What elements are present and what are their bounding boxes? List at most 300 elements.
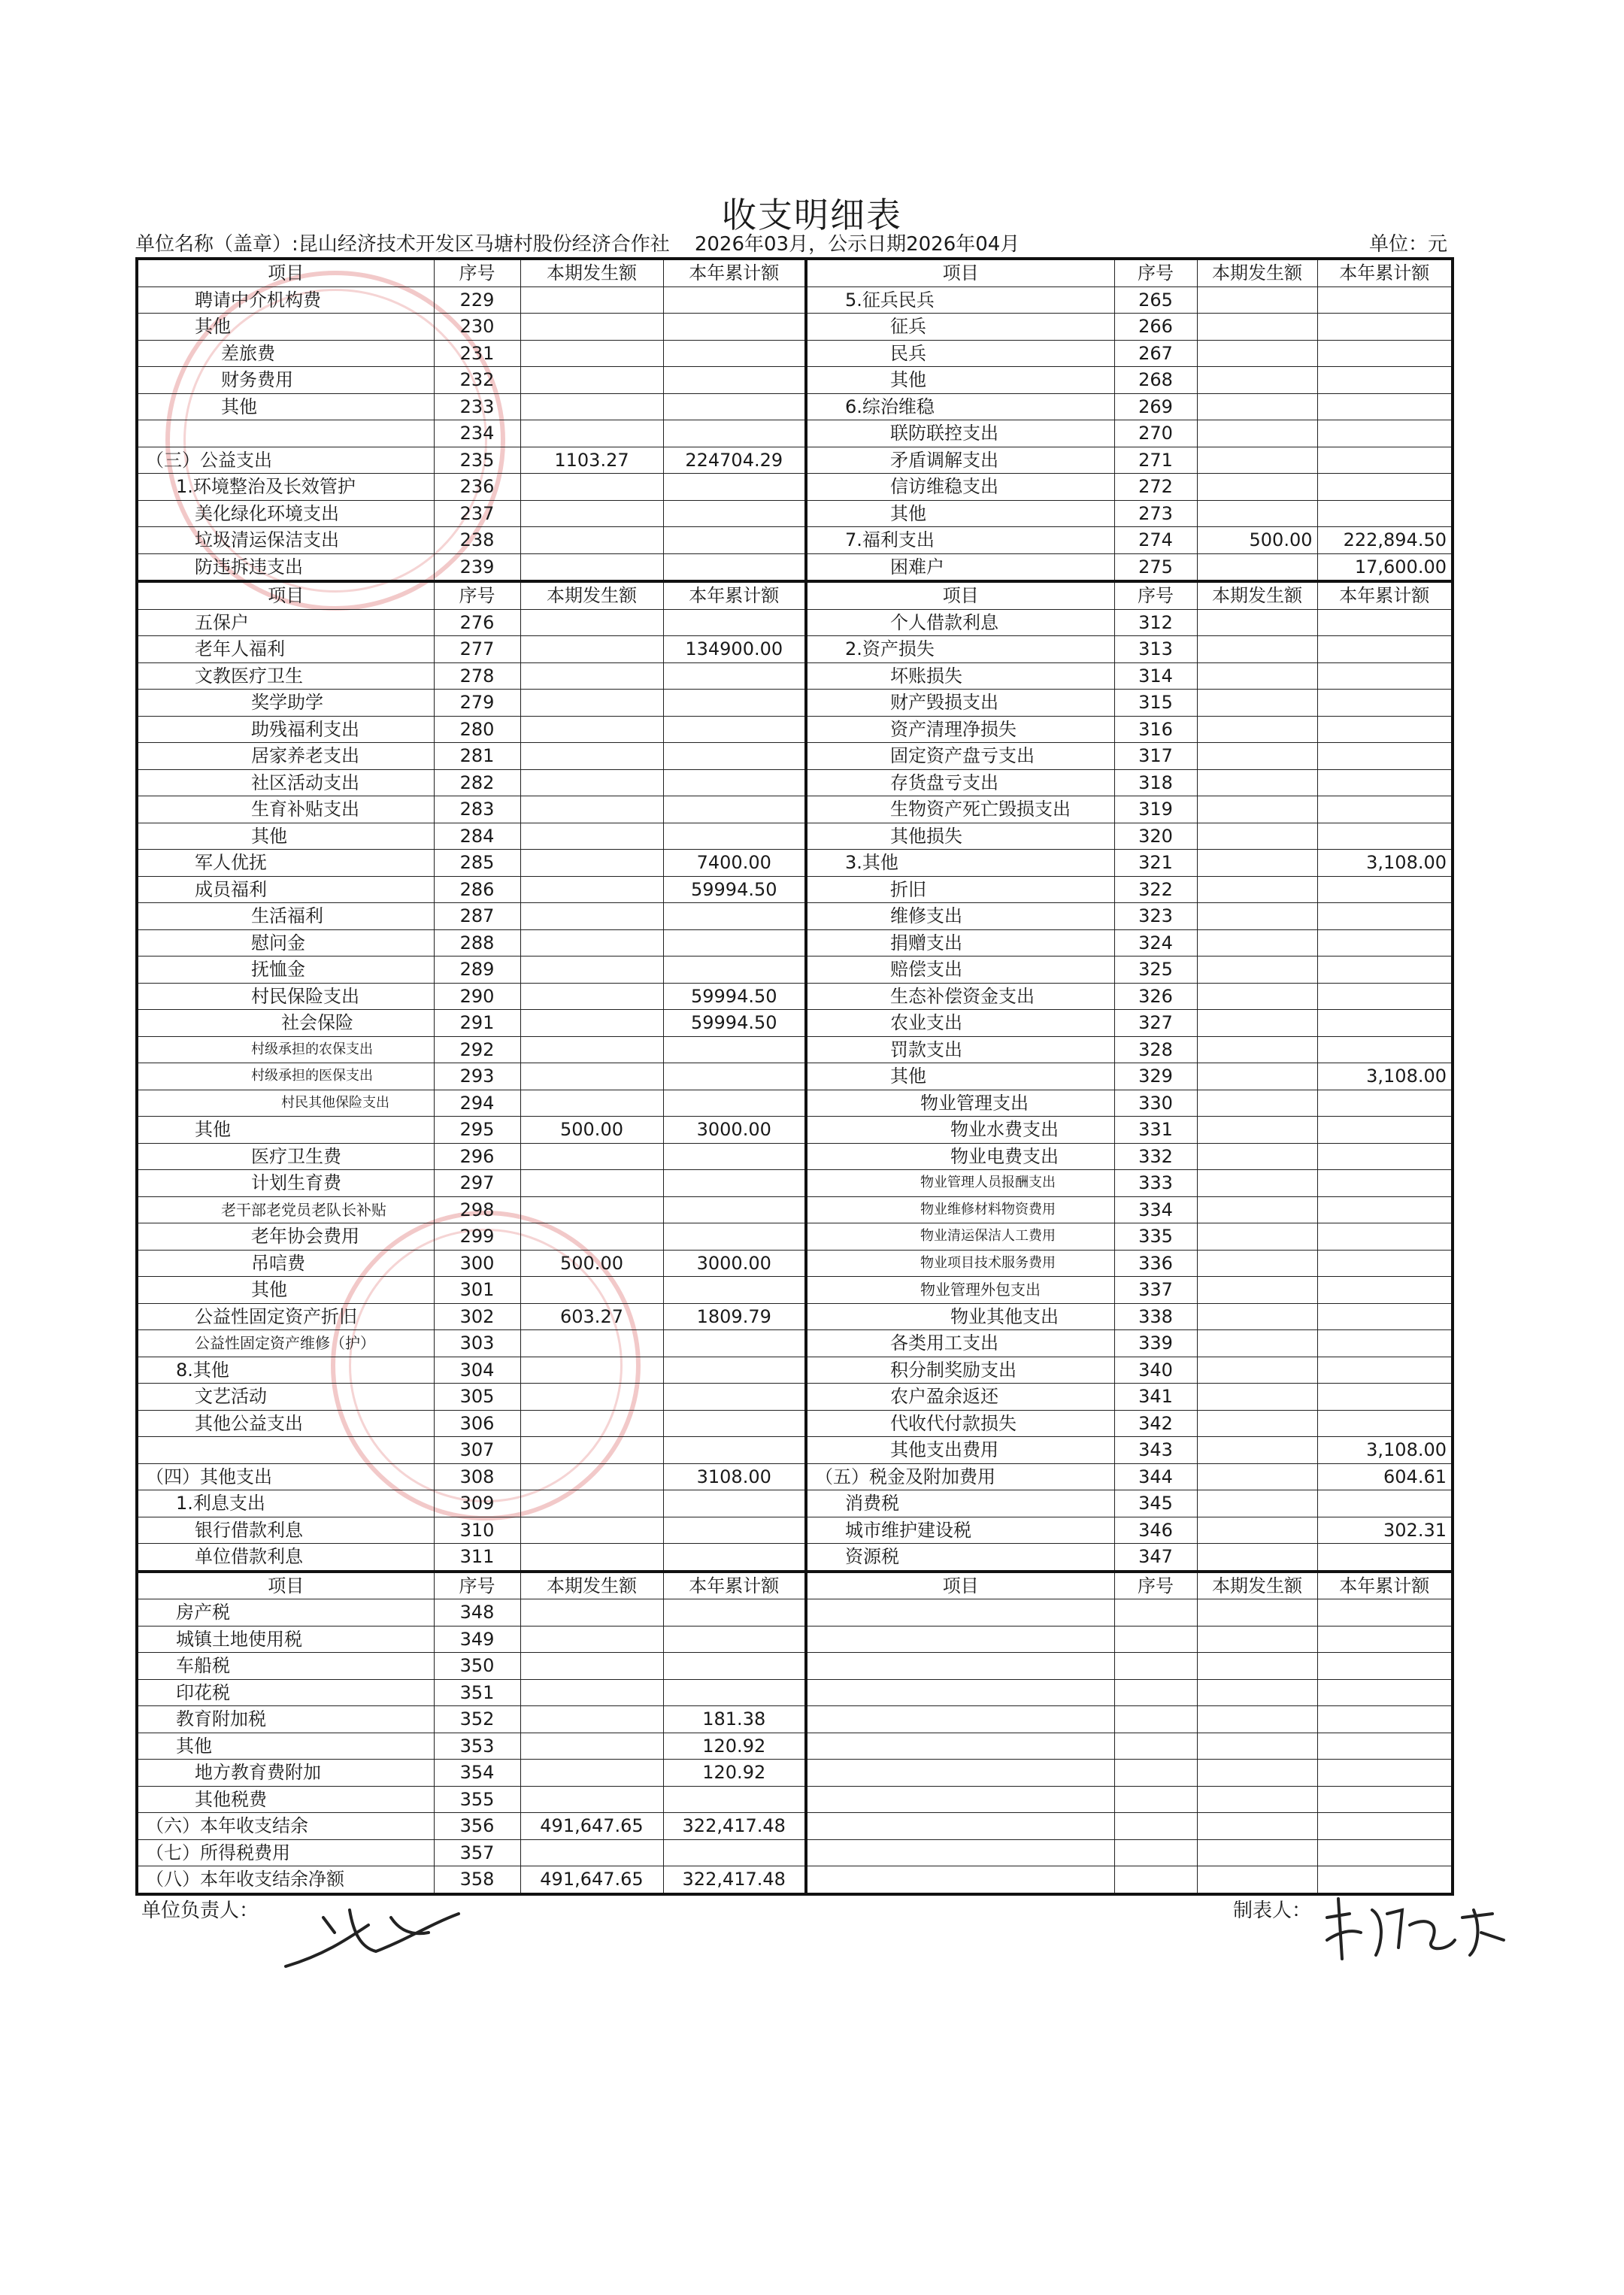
current-amount — [1197, 903, 1317, 930]
col-header-ytd: 本年累计额 — [663, 581, 806, 609]
ytd-amount — [663, 1063, 806, 1090]
current-amount — [520, 1733, 663, 1760]
ytd-amount: 3000.00 — [663, 1117, 806, 1144]
ytd-amount: 224704.29 — [663, 447, 806, 474]
current-amount — [520, 636, 663, 663]
current-amount — [1197, 500, 1317, 527]
table-row — [137, 957, 1453, 984]
empty-cell — [806, 1679, 1114, 1706]
item-name: 捐赠支出 — [806, 929, 1114, 957]
seq-number: 338 — [1114, 1303, 1197, 1330]
ledger-sheet — [135, 257, 1451, 1896]
ytd-amount — [663, 929, 806, 957]
current-amount — [520, 1626, 663, 1653]
current-amount: 500.00 — [520, 1117, 663, 1144]
current-amount — [1197, 1036, 1317, 1063]
item-name: （四）其他支出 — [137, 1463, 434, 1490]
seq-number: 326 — [1114, 983, 1197, 1010]
current-amount — [1197, 420, 1317, 447]
seq-number: 298 — [434, 1196, 520, 1223]
item-name: 物业项目技术服务费用 — [806, 1250, 1114, 1277]
table-row — [137, 1437, 1453, 1464]
seq-number: 356 — [434, 1813, 520, 1840]
current-amount — [1197, 1303, 1317, 1330]
item-name: 医疗卫生费 — [137, 1143, 434, 1170]
item-name: 其他税费 — [137, 1786, 434, 1813]
col-header-current: 本期发生额 — [520, 1572, 663, 1599]
seq-number: 343 — [1114, 1437, 1197, 1464]
item-name: 信访维稳支出 — [806, 474, 1114, 501]
ytd-amount — [663, 1437, 806, 1464]
empty-cell — [806, 1653, 1114, 1680]
ytd-amount — [663, 957, 806, 984]
table-row — [137, 796, 1453, 823]
seq-number: 296 — [434, 1143, 520, 1170]
item-name: 物业管理人员报酬支出 — [806, 1170, 1114, 1197]
empty-cell — [806, 1813, 1114, 1840]
item-name: 成员福利 — [137, 876, 434, 903]
ytd-amount: 604.61 — [1317, 1463, 1453, 1490]
current-amount — [1197, 1463, 1317, 1490]
empty-cell — [1197, 1653, 1317, 1680]
seq-number: 277 — [434, 636, 520, 663]
seq-number: 273 — [1114, 500, 1197, 527]
seq-number: 285 — [434, 850, 520, 877]
seq-number: 325 — [1114, 957, 1197, 984]
seq-number: 328 — [1114, 1036, 1197, 1063]
current-amount — [520, 553, 663, 581]
ytd-amount — [1317, 609, 1453, 636]
seq-number: 305 — [434, 1384, 520, 1411]
ytd-amount — [663, 1330, 806, 1357]
item-name: 军人优抚 — [137, 850, 434, 877]
ytd-amount — [663, 769, 806, 796]
empty-cell — [1317, 1653, 1453, 1680]
current-amount — [1197, 1277, 1317, 1304]
seq-number: 272 — [1114, 474, 1197, 501]
ytd-amount — [1317, 983, 1453, 1010]
header-row — [137, 581, 1453, 609]
empty-cell — [806, 1599, 1114, 1627]
current-amount — [520, 690, 663, 717]
empty-cell — [1317, 1733, 1453, 1760]
seq-number: 316 — [1114, 716, 1197, 743]
table-row — [137, 500, 1453, 527]
item-name: 差旅费 — [137, 340, 434, 367]
ytd-amount — [1317, 393, 1453, 420]
empty-cell — [1197, 1626, 1317, 1653]
ytd-amount — [1317, 500, 1453, 527]
empty-cell — [806, 1626, 1114, 1653]
ytd-amount — [1317, 1357, 1453, 1384]
current-amount — [520, 1544, 663, 1572]
item-name: 代收代付款损失 — [806, 1410, 1114, 1437]
empty-cell — [1317, 1839, 1453, 1866]
current-amount — [1197, 314, 1317, 341]
item-name: 矛盾调解支出 — [806, 447, 1114, 474]
ytd-amount — [663, 393, 806, 420]
seq-number: 276 — [434, 609, 520, 636]
ytd-amount: 3,108.00 — [1317, 1437, 1453, 1464]
ytd-amount: 17,600.00 — [1317, 553, 1453, 581]
item-name: 村级承担的农保支出 — [137, 1036, 434, 1063]
seq-number: 239 — [434, 553, 520, 581]
seq-number: 341 — [1114, 1384, 1197, 1411]
ytd-amount — [1317, 743, 1453, 770]
empty-cell — [1317, 1599, 1453, 1627]
current-amount — [520, 340, 663, 367]
item-name — [137, 1437, 434, 1464]
table-row — [137, 1760, 1453, 1787]
empty-cell — [806, 1839, 1114, 1866]
item-name: 公益性固定资产维修（护） — [137, 1330, 434, 1357]
ytd-amount — [1317, 1250, 1453, 1277]
ytd-amount — [663, 340, 806, 367]
current-amount — [520, 1010, 663, 1037]
seq-number: 317 — [1114, 743, 1197, 770]
item-name: 罚款支出 — [806, 1036, 1114, 1063]
table-row — [137, 662, 1453, 690]
table-row — [137, 929, 1453, 957]
current-amount — [1197, 690, 1317, 717]
seq-number: 320 — [1114, 823, 1197, 850]
table-row — [137, 314, 1453, 341]
seq-number: 270 — [1114, 420, 1197, 447]
ytd-amount — [663, 796, 806, 823]
item-name: （三）公益支出 — [137, 447, 434, 474]
ytd-amount — [663, 553, 806, 581]
current-amount — [1197, 662, 1317, 690]
ledger-section-2 — [135, 580, 1454, 1573]
seq-number: 284 — [434, 823, 520, 850]
table-row — [137, 1544, 1453, 1572]
ytd-amount — [1317, 1384, 1453, 1411]
seq-number: 283 — [434, 796, 520, 823]
col-header-seq: 序号 — [434, 259, 520, 286]
seq-number: 355 — [434, 1786, 520, 1813]
item-name: 防违拆违支出 — [137, 553, 434, 581]
item-name: 文教医疗卫生 — [137, 662, 434, 690]
current-amount — [520, 1839, 663, 1866]
seq-number: 314 — [1114, 662, 1197, 690]
ytd-amount: 322,417.48 — [663, 1866, 806, 1894]
ytd-amount — [1317, 474, 1453, 501]
current-amount: 491,647.65 — [520, 1813, 663, 1840]
current-amount — [520, 609, 663, 636]
seq-number: 330 — [1114, 1090, 1197, 1117]
seq-number: 340 — [1114, 1357, 1197, 1384]
current-amount — [1197, 1410, 1317, 1437]
ytd-amount — [1317, 367, 1453, 394]
item-name: 慰问金 — [137, 929, 434, 957]
current-amount — [1197, 1544, 1317, 1572]
ytd-amount — [1317, 447, 1453, 474]
seq-number: 322 — [1114, 876, 1197, 903]
table-row — [137, 420, 1453, 447]
current-amount — [520, 393, 663, 420]
table-row — [137, 1813, 1453, 1840]
seq-number: 271 — [1114, 447, 1197, 474]
ytd-amount — [663, 1384, 806, 1411]
seq-number: 294 — [434, 1090, 520, 1117]
table-row — [137, 636, 1453, 663]
current-amount — [520, 367, 663, 394]
empty-cell — [806, 1786, 1114, 1813]
empty-cell — [806, 1866, 1114, 1894]
leader-signature-label: 单位负责人： — [141, 1899, 259, 1922]
seq-number: 268 — [1114, 367, 1197, 394]
empty-cell — [1197, 1760, 1317, 1787]
empty-cell — [1114, 1786, 1197, 1813]
table-row — [137, 1063, 1453, 1090]
current-amount — [1197, 743, 1317, 770]
seq-number: 348 — [434, 1599, 520, 1627]
seq-number: 302 — [434, 1303, 520, 1330]
ytd-amount — [1317, 1143, 1453, 1170]
ytd-amount: 3,108.00 — [1317, 1063, 1453, 1090]
current-amount — [1197, 1117, 1317, 1144]
empty-cell — [1317, 1679, 1453, 1706]
ytd-amount — [1317, 1410, 1453, 1437]
col-header-ytd: 本年累计额 — [1317, 1572, 1453, 1599]
ytd-amount: 7400.00 — [663, 850, 806, 877]
seq-number: 347 — [1114, 1544, 1197, 1572]
seq-number: 235 — [434, 447, 520, 474]
ytd-amount — [663, 1839, 806, 1866]
empty-cell — [1197, 1679, 1317, 1706]
item-name: 村民保险支出 — [137, 983, 434, 1010]
ledger-section-3 — [135, 1570, 1454, 1896]
current-amount — [1197, 286, 1317, 314]
ytd-amount — [1317, 876, 1453, 903]
current-amount: 1103.27 — [520, 447, 663, 474]
seq-number: 230 — [434, 314, 520, 341]
item-name: （八）本年收支结余净额 — [137, 1866, 434, 1894]
current-amount — [520, 1760, 663, 1787]
ytd-amount: 134900.00 — [663, 636, 806, 663]
seq-number: 236 — [434, 474, 520, 501]
seq-number: 357 — [434, 1839, 520, 1866]
table-row — [137, 1303, 1453, 1330]
item-name: 其他 — [137, 1277, 434, 1304]
current-amount — [1197, 716, 1317, 743]
table-row — [137, 1866, 1453, 1894]
item-name: 6.综治维稳 — [806, 393, 1114, 420]
current-amount — [520, 1517, 663, 1544]
table-row — [137, 769, 1453, 796]
item-name: 老年人福利 — [137, 636, 434, 663]
seq-number: 346 — [1114, 1517, 1197, 1544]
ytd-amount — [1317, 314, 1453, 341]
seq-number: 318 — [1114, 769, 1197, 796]
table-row — [137, 1330, 1453, 1357]
current-amount — [520, 929, 663, 957]
ytd-amount — [663, 662, 806, 690]
seq-number: 339 — [1114, 1330, 1197, 1357]
seq-number: 351 — [434, 1679, 520, 1706]
current-amount — [1197, 1437, 1317, 1464]
table-row — [137, 1626, 1453, 1653]
col-header-seq: 序号 — [434, 581, 520, 609]
ytd-amount — [1317, 929, 1453, 957]
ytd-amount — [1317, 690, 1453, 717]
empty-cell — [1317, 1813, 1453, 1840]
item-name: 吊唁费 — [137, 1250, 434, 1277]
ledger-section-1 — [135, 257, 1454, 583]
seq-number: 335 — [1114, 1223, 1197, 1251]
current-amount — [520, 1384, 663, 1411]
ytd-amount — [663, 1410, 806, 1437]
current-amount — [1197, 1196, 1317, 1223]
item-name: 其他 — [806, 500, 1114, 527]
col-header-seq: 序号 — [1114, 1572, 1197, 1599]
seq-number: 306 — [434, 1410, 520, 1437]
current-amount — [1197, 1330, 1317, 1357]
seq-number: 353 — [434, 1733, 520, 1760]
current-amount — [520, 1036, 663, 1063]
item-name: 1.利息支出 — [137, 1490, 434, 1517]
table-row — [137, 1117, 1453, 1144]
item-name: 5.征兵民兵 — [806, 286, 1114, 314]
item-name: 征兵 — [806, 314, 1114, 341]
ytd-amount — [1317, 957, 1453, 984]
empty-cell — [806, 1760, 1114, 1787]
item-name: 各类用工支出 — [806, 1330, 1114, 1357]
table-row — [137, 876, 1453, 903]
table-row — [137, 527, 1453, 554]
col-header-seq: 序号 — [1114, 581, 1197, 609]
table-row — [137, 1223, 1453, 1251]
ytd-amount — [663, 1599, 806, 1627]
item-name: 2.资产损失 — [806, 636, 1114, 663]
item-name: 生态补偿资金支出 — [806, 983, 1114, 1010]
current-amount — [1197, 796, 1317, 823]
ytd-amount — [663, 474, 806, 501]
current-amount — [520, 1490, 663, 1517]
ytd-amount — [1317, 823, 1453, 850]
item-name: 银行借款利息 — [137, 1517, 434, 1544]
table-row — [137, 1733, 1453, 1760]
seq-number: 345 — [1114, 1490, 1197, 1517]
table-row — [137, 553, 1453, 581]
item-name: 其他损失 — [806, 823, 1114, 850]
item-name: 消费税 — [806, 1490, 1114, 1517]
table-row — [137, 823, 1453, 850]
current-amount — [520, 1653, 663, 1680]
ytd-amount — [663, 1090, 806, 1117]
seq-number: 333 — [1114, 1170, 1197, 1197]
current-amount — [1197, 447, 1317, 474]
item-name: 财产毁损支出 — [806, 690, 1114, 717]
seq-number: 352 — [434, 1706, 520, 1733]
current-amount: 500.00 — [1197, 527, 1317, 554]
empty-cell — [1114, 1626, 1197, 1653]
item-name: 其他 — [806, 367, 1114, 394]
current-amount — [520, 1223, 663, 1251]
current-amount — [520, 1170, 663, 1197]
empty-cell — [1317, 1706, 1453, 1733]
item-name: 存货盘亏支出 — [806, 769, 1114, 796]
ytd-amount — [663, 1357, 806, 1384]
table-row — [137, 850, 1453, 877]
ytd-amount — [1317, 1303, 1453, 1330]
current-amount — [520, 796, 663, 823]
table-row — [137, 1490, 1453, 1517]
item-name: 物业管理外包支出 — [806, 1277, 1114, 1304]
ytd-amount — [663, 1626, 806, 1653]
table-row — [137, 1463, 1453, 1490]
item-name: 联防联控支出 — [806, 420, 1114, 447]
item-name: 村民其他保险支出 — [137, 1090, 434, 1117]
current-amount — [520, 716, 663, 743]
seq-number: 295 — [434, 1117, 520, 1144]
ytd-amount — [663, 286, 806, 314]
empty-cell — [1114, 1813, 1197, 1840]
ytd-amount: 59994.50 — [663, 876, 806, 903]
table-row — [137, 716, 1453, 743]
current-amount — [520, 876, 663, 903]
item-name: 其他公益支出 — [137, 1410, 434, 1437]
current-amount — [1197, 1517, 1317, 1544]
table-row — [137, 447, 1453, 474]
table-row — [137, 1706, 1453, 1733]
seq-number: 300 — [434, 1250, 520, 1277]
table-row — [137, 1839, 1453, 1866]
header-row — [137, 1572, 1453, 1599]
current-amount — [1197, 1357, 1317, 1384]
ytd-amount — [663, 314, 806, 341]
table-row — [137, 1196, 1453, 1223]
item-name: 其他 — [806, 1063, 1114, 1090]
ytd-amount — [1317, 903, 1453, 930]
report-meta — [135, 229, 1447, 256]
item-name: 其他 — [137, 1733, 434, 1760]
seq-number: 274 — [1114, 527, 1197, 554]
ytd-amount — [1317, 1330, 1453, 1357]
current-amount — [520, 823, 663, 850]
item-name: 社会保险 — [137, 1010, 434, 1037]
seq-number: 229 — [434, 286, 520, 314]
seq-number: 275 — [1114, 553, 1197, 581]
empty-cell — [1114, 1839, 1197, 1866]
current-amount — [1197, 340, 1317, 367]
current-amount — [1197, 609, 1317, 636]
seq-number: 279 — [434, 690, 520, 717]
current-amount — [1197, 1250, 1317, 1277]
col-header-ytd: 本年累计额 — [663, 259, 806, 286]
item-name: （七）所得税费用 — [137, 1839, 434, 1866]
current-amount — [1197, 474, 1317, 501]
item-name: 老干部老党员老队长补贴 — [137, 1196, 434, 1223]
item-name: 3.其他 — [806, 850, 1114, 877]
current-amount — [520, 983, 663, 1010]
item-name: 8.其他 — [137, 1357, 434, 1384]
col-header-seq: 序号 — [1114, 259, 1197, 286]
report-period: 2026年03月，公示日期2026年04月 — [694, 233, 1020, 256]
empty-cell — [1114, 1733, 1197, 1760]
ytd-amount — [1317, 1544, 1453, 1572]
item-name: 城镇土地使用税 — [137, 1626, 434, 1653]
table-row — [137, 340, 1453, 367]
seq-number: 337 — [1114, 1277, 1197, 1304]
seq-number: 269 — [1114, 393, 1197, 420]
current-amount — [520, 662, 663, 690]
item-name: 单位借款利息 — [137, 1544, 434, 1572]
seq-number: 313 — [1114, 636, 1197, 663]
current-amount: 603.27 — [520, 1303, 663, 1330]
item-name: 物业其他支出 — [806, 1303, 1114, 1330]
empty-cell — [1114, 1866, 1197, 1894]
